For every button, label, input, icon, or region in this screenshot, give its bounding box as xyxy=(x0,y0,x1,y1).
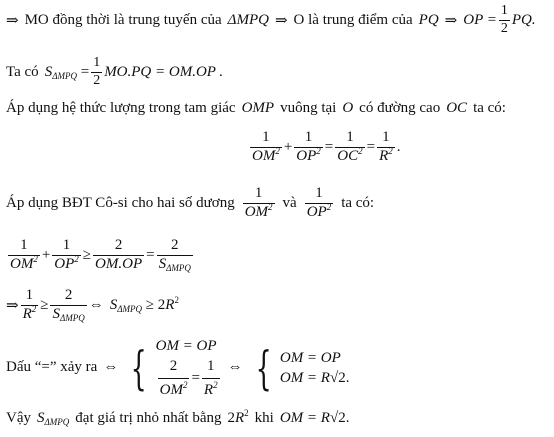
equality-condition: Dấu “=” xảy ra ⇔ { OM = OP $\frac{2}{OM^2}$ = $\frac{1}{R^2}$ ⇔ { OM = OP OM = R√2. xyxy=(6,336,349,400)
fraction-2-om2: $\frac{2}{OM^2}$ xyxy=(158,356,190,400)
area-formula: MO.PQ = OM.OP . xyxy=(104,63,224,80)
fraction-1-op2: $\frac{1}{OP^2}$ xyxy=(296,129,321,164)
implies-symbol: ⇒ xyxy=(274,12,288,29)
line-relation-intro: Áp dụng hệ thức lượng trong tam giác OMP vuông tại O có đường cao OC ta có: xyxy=(6,100,506,116)
equality-label: Dấu “=” xảy ra xyxy=(6,359,98,376)
fraction-half: $\frac{1}{2}$ xyxy=(93,55,101,88)
implies-symbol: ⇒ xyxy=(6,12,19,29)
fraction-1-r2: $\frac{1}{R^2}$ xyxy=(202,356,220,400)
op-equals: OP = xyxy=(463,11,497,28)
midpoint-text: O là trung điểm của xyxy=(293,11,413,28)
system-1: { OM = OP $\frac{2}{OM^2}$ = $\frac{1}{R^2}$ xyxy=(124,336,221,400)
fraction-1-om2: $\frac{1}{OM^2}$ xyxy=(10,237,38,272)
fraction-2-area: $\frac{2}{S_{\Delta MPQ}}$ xyxy=(158,237,191,273)
equation-altitude: $\frac{1}{OM^2}$ + $\frac{1}{OP^2}$ = $\frac{1}{OC^2}$ = $\frac{1}{R^2}$ . xyxy=(252,129,401,164)
segment-pq: PQ xyxy=(418,11,439,28)
inequality-result: ⇒ $\frac{1}{R^2}$ ≥ $\frac{2}{S_{\Delta MPQ}}$ ⇔ $S_{\Delta MPQ}$ ≥ $2R^2$ xyxy=(6,287,179,323)
ta-co-text: Ta có xyxy=(6,63,39,80)
fraction-2-area: $\frac{2}{S_{\Delta MPQ}}$ xyxy=(52,287,85,323)
area-symbol: $S_{\Delta MPQ}$ xyxy=(44,63,77,81)
fraction-1-r2: $\frac{1}{R^2}$ xyxy=(379,129,393,164)
fraction-1-om2: $\frac{1}{OM^2}$ xyxy=(244,185,273,220)
line-median xyxy=(6,4,536,36)
fraction-1-r2: $\frac{1}{R^2}$ xyxy=(22,287,37,322)
segment-pq: PQ. xyxy=(511,11,536,28)
fraction-1-oc2: $\frac{1}{OC^2}$ xyxy=(337,129,363,164)
line-cosi-intro: Áp dụng BĐT Cô-si cho hai số dương $\frac{1}{OM^2}$ và $\frac{1}{OP^2}$ ta có: xyxy=(6,185,375,220)
fraction-1-op2: $\frac{1}{OP^2}$ xyxy=(306,185,332,220)
fraction-2-omop: $\frac{2}{OM.OP}$ xyxy=(95,237,143,272)
triangle-mpq: ΔMPQ xyxy=(227,11,269,28)
line-area: Ta có $S_{\Delta MPQ}$ = $\frac{1}{2}$ MO.PQ = OM.OP . xyxy=(6,55,224,88)
median-text: MO đồng thời là trung tuyến của xyxy=(24,11,222,28)
fraction-half: $\frac{1}{2}$ xyxy=(500,3,508,36)
implies-symbol: ⇒ xyxy=(444,12,458,29)
system-2: { OM = OP OM = R√2. xyxy=(255,340,350,395)
inequality-cosi: $\frac{1}{OM^2}$ + $\frac{1}{OP^2}$ ≥ $\frac{2}{OM.OP}$ = $\frac{2}{S_{\Delta MPQ}}$ xyxy=(10,237,191,273)
conclusion: Vậy $S_{\Delta MPQ}$ đạt giá trị nhỏ nhất bằng $2R^2$ khi OM = R √2 . xyxy=(6,408,350,427)
fraction-1-op2: $\frac{1}{OP^2}$ xyxy=(54,237,79,272)
fraction-1-om2: $\frac{1}{OM^2}$ xyxy=(252,129,280,164)
